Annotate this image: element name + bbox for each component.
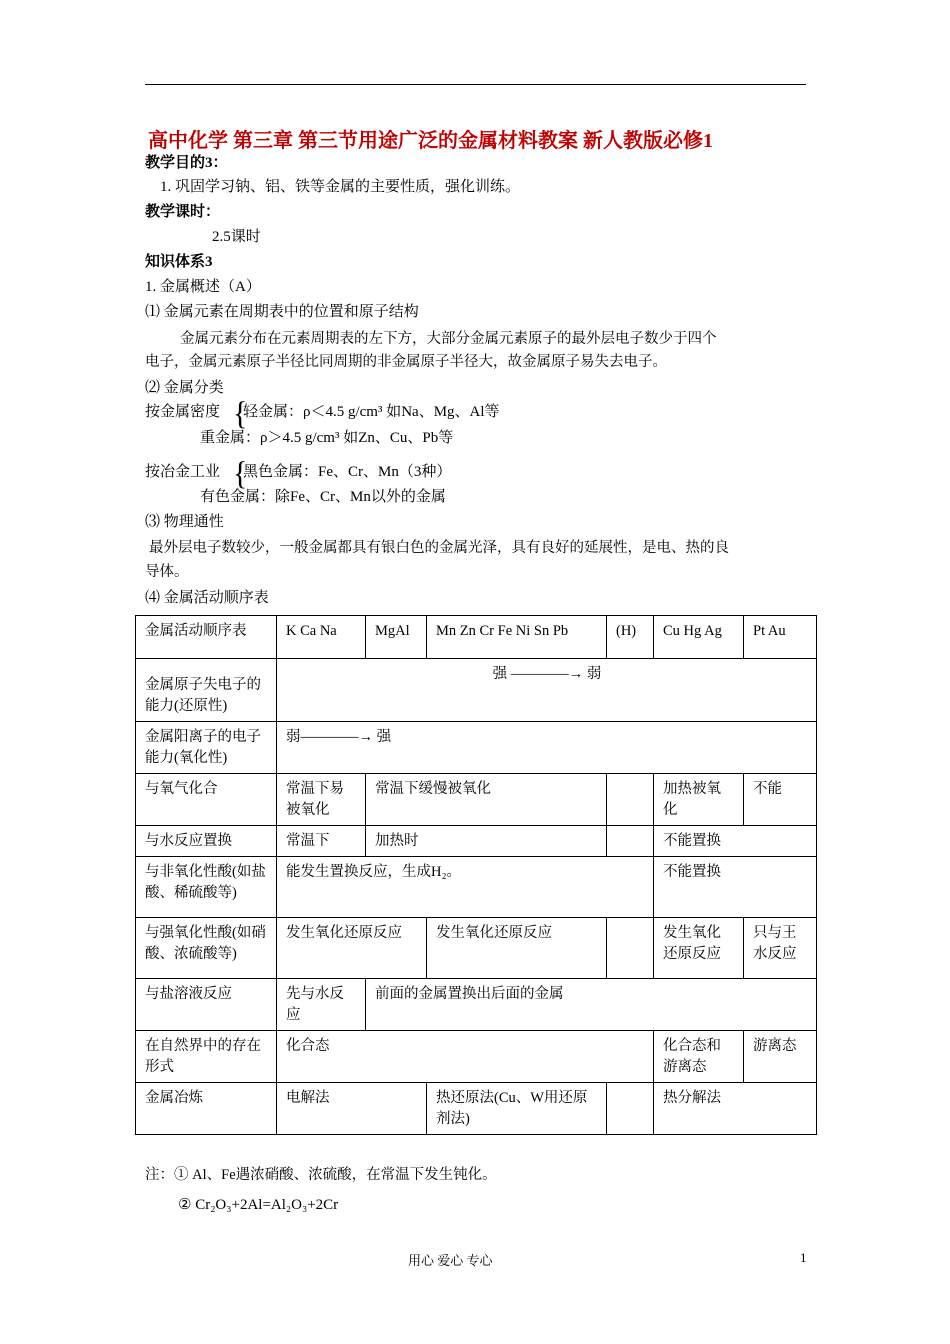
table-cell: 发生氧化还原反应 xyxy=(427,918,607,979)
subsection-2-heading: ⑵ 金属分类 xyxy=(145,380,224,396)
table-cell: 金属冶炼 xyxy=(136,1083,277,1135)
color-metal: 有色金属：除Fe、Cr、Mn以外的金属 xyxy=(200,489,446,505)
table-cell: Mn Zn Cr Fe Ni Sn Pb xyxy=(427,616,607,659)
table-row xyxy=(136,979,817,1031)
document-title: 高中化学 第三章 第三节用途广泛的金属材料教案 新人教版必修1 xyxy=(148,130,713,152)
table-cell: 弱————→ 强 xyxy=(277,722,817,774)
subsection-1-text-b: 电子，金属元素原子半径比同周期的非金属原子半径大，故金属原子易失去电子。 xyxy=(145,354,667,370)
table-row xyxy=(136,1083,817,1135)
table-cell: (H) xyxy=(607,616,654,659)
density-label: 按金属密度 xyxy=(145,404,221,420)
density-brace-icon: { xyxy=(233,395,248,432)
table-cell: 加热时 xyxy=(366,826,607,857)
table-cell: MgAl xyxy=(366,616,427,659)
hours-value: 2.5课时 xyxy=(212,229,261,245)
table-cell xyxy=(607,826,654,857)
table-cell: 常温下 xyxy=(277,826,366,857)
goal-heading: 教学目的3： xyxy=(145,155,228,171)
table-cell xyxy=(607,1083,654,1135)
table-row xyxy=(136,1031,817,1083)
metal-activity-table xyxy=(135,615,817,1135)
table-cell: 与水反应置换 xyxy=(136,826,277,857)
table-cell: K Ca Na xyxy=(277,616,366,659)
goal-item: 1. 巩固学习钠、铝、铁等金属的主要性质，强化训练。 xyxy=(160,179,521,195)
table-row xyxy=(136,918,817,979)
metallurgy-brace-icon: { xyxy=(233,455,248,492)
table-cell: 与非氧化性酸(如盐酸、稀硫酸等) xyxy=(136,857,277,918)
table-cell: 加热被氧化 xyxy=(654,774,744,826)
table-cell: 金属阳离子的电子能力(氧化性) xyxy=(136,722,277,774)
table-cell: 金属活动顺序表 xyxy=(136,616,277,659)
table-cell: 热分解法 xyxy=(654,1083,817,1135)
table-cell: 只与王水反应 xyxy=(744,918,817,979)
table-cell: 化合态 xyxy=(277,1031,654,1083)
table-cell: 能发生置换反应，生成H₂。 xyxy=(277,857,654,918)
subsection-3-heading: ⑶ 物理通性 xyxy=(145,514,224,530)
table-cell: 热还原法(Cu、W用还原剂法) xyxy=(427,1083,607,1135)
table-cell xyxy=(607,918,654,979)
subsection-1-heading: ⑴ 金属元素在周期表中的位置和原子结构 xyxy=(145,304,419,320)
note-1: 注：① Al、Fe遇浓硝酸、浓硫酸，在常温下发生钝化。 xyxy=(145,1167,497,1183)
table-cell xyxy=(607,774,654,826)
table-row xyxy=(136,616,817,659)
table-cell: 不能 xyxy=(744,774,817,826)
footer-text: 用心 爱心 专心 xyxy=(408,1253,493,1268)
table-cell: 不能置换 xyxy=(654,857,817,918)
table-cell: 化合态和游离态 xyxy=(654,1031,744,1083)
black-metal: 黑色金属：Fe、Cr、Mn（3种） xyxy=(243,464,452,480)
subsection-3-text-a: 最外层电子数较少，一般金属都具有银白色的金属光泽，具有良好的延展性，是电、热的良 xyxy=(149,540,729,556)
table-cell: Pt Au xyxy=(744,616,817,659)
table-row xyxy=(136,857,817,918)
hours-heading: 教学课时： xyxy=(145,204,221,220)
table-row xyxy=(136,659,817,722)
page-number: 1 xyxy=(800,1250,807,1265)
table-cell: 发生氧化还原反应 xyxy=(277,918,427,979)
table-cell: 前面的金属置换出后面的金属 xyxy=(366,979,817,1031)
subsection-1-text-a: 金属元素分布在元素周期表的左下方，大部分金属元素原子的最外层电子数少于四个 xyxy=(180,331,717,347)
table-cell: 先与水反应 xyxy=(277,979,366,1031)
table-cell: 电解法 xyxy=(277,1083,427,1135)
table-cell: 常温下缓慢被氧化 xyxy=(366,774,607,826)
table-cell: 常温下易被氧化 xyxy=(277,774,366,826)
light-metal: 轻金属：ρ＜4.5 g/cm³ 如Na、Mg、Al等 xyxy=(243,404,500,420)
table-cell: 游离态 xyxy=(744,1031,817,1083)
table-cell: 与强氧化性酸(如硝酸、浓硫酸等) xyxy=(136,918,277,979)
table-row xyxy=(136,826,817,857)
knowledge-heading: 知识体系3 xyxy=(145,254,213,270)
table-row xyxy=(136,722,817,774)
subsection-4-heading: ⑷ 金属活动顺序表 xyxy=(145,590,269,606)
table-cell: 强 ————→ 弱 xyxy=(277,659,817,722)
section-1-heading: 1. 金属概述（A） xyxy=(145,279,261,295)
table-cell: 与盐溶液反应 xyxy=(136,979,277,1031)
table-cell: 发生氧化还原反应 xyxy=(654,918,744,979)
table-cell: 金属原子失电子的能力(还原性) xyxy=(136,659,277,722)
table-cell: 在自然界中的存在形式 xyxy=(136,1031,277,1083)
note-2: ② Cr₂O₃+2Al=Al₂O₃+2Cr xyxy=(178,1197,339,1213)
table-cell: Cu Hg Ag xyxy=(654,616,744,659)
metallurgy-label: 按冶金工业 xyxy=(145,464,221,480)
subsection-3-text-b: 导体。 xyxy=(145,564,189,580)
table-row xyxy=(136,774,817,826)
table-cell: 不能置换 xyxy=(654,826,817,857)
header-rule xyxy=(145,84,806,85)
heavy-metal: 重金属：ρ＞4.5 g/cm³ 如Zn、Cu、Pb等 xyxy=(200,430,454,446)
table-cell: 与氧气化合 xyxy=(136,774,277,826)
